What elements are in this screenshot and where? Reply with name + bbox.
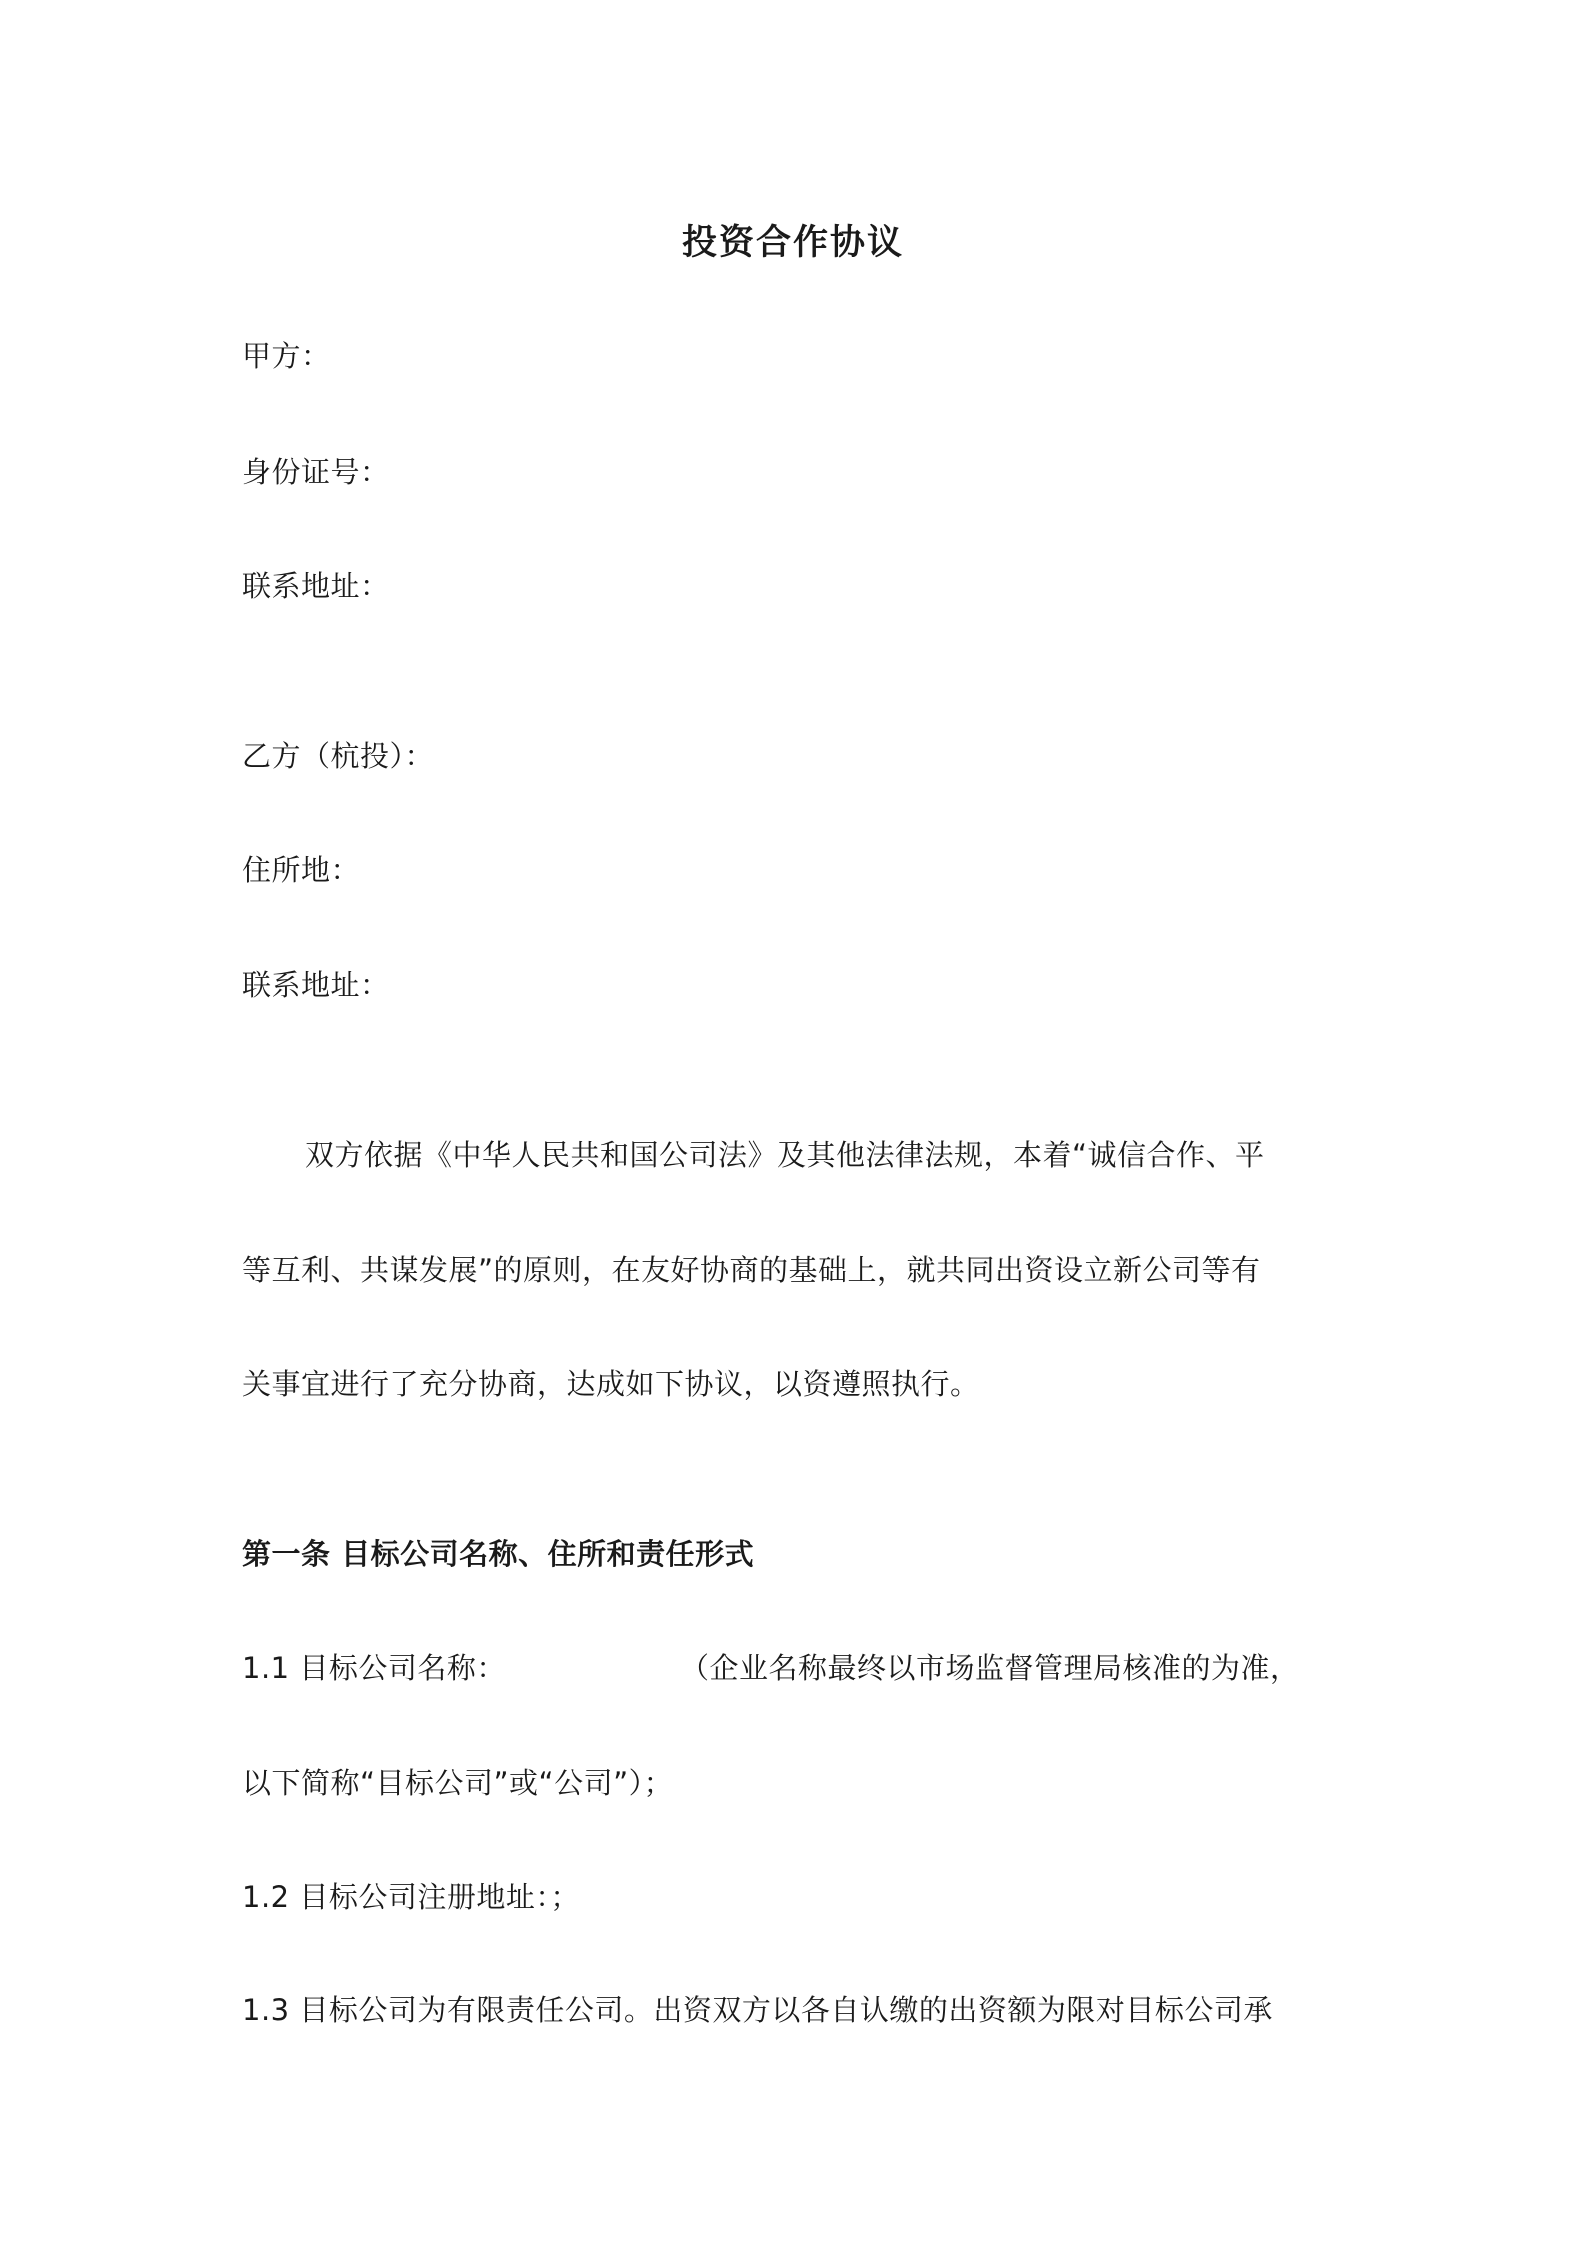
preamble-line-1: 双方依据《中华人民共和国公司法》及其他法律法规，本着“诚信合作、平 [305, 1138, 1265, 1172]
party-a-address-label: 联系地址： [242, 569, 390, 603]
party-a-label: 甲方： [242, 339, 331, 373]
article-1-heading: 第一条 目标公司名称、住所和责任形式 [242, 1537, 755, 1571]
party-b-address-label: 联系地址： [242, 968, 390, 1002]
party-a-id-label: 身份证号： [242, 455, 390, 489]
clause-1-1-note: （企业名称最终以市场监督管理局核准的为准， [680, 1651, 1300, 1685]
party-b-label: 乙方（杭投）： [242, 739, 435, 773]
clause-1-1-label: 1.1 目标公司名称： [242, 1651, 506, 1685]
clause-1-3: 1.3 目标公司为有限责任公司。出资双方以各自认缴的出资额为限对目标公司承 [242, 1993, 1273, 2027]
party-b-domicile-label: 住所地： [242, 853, 361, 887]
document-title: 投资合作协议 [681, 223, 904, 263]
preamble-line-3: 关事宜进行了充分协商，达成如下协议，以资遵照执行。 [242, 1367, 980, 1401]
clause-1-1-continuation: 以下简称“目标公司”或“公司”）； [242, 1766, 674, 1800]
preamble-line-2: 等互利、共谋发展”的原则，在友好协商的基础上，就共同出资设立新公司等有 [242, 1253, 1261, 1287]
clause-1-2: 1.2 目标公司注册地址：； [242, 1880, 580, 1914]
